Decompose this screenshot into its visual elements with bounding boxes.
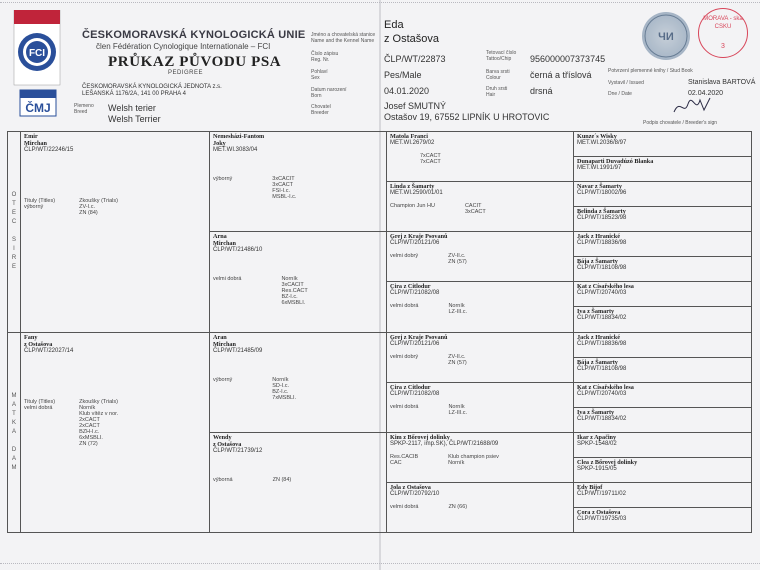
great-grandparent-reg: ČLP/WT/20792/10 (390, 490, 440, 497)
great-grandparent-name: Cira z Citlodur (390, 383, 431, 391)
dog-color: černá a tříslová (530, 70, 592, 80)
ancestor-cell (574, 407, 752, 432)
exams-value: Norník Klub vítěz v nor. 2xCACT 2xCACT BZH-I.c. 6xMSBLI. ZN (72) (79, 404, 119, 447)
chip-label: Tetovací číslo Tattoo/Chip (486, 50, 517, 62)
grandparent-name: Wendy z Ostašova (213, 433, 242, 448)
ancestor-reg: ČLP/WT/18834/02 (577, 315, 627, 322)
great-grandparent-exams: Klub champion psiev Norník (448, 453, 499, 466)
ancestor-cell (574, 507, 752, 532)
exams-label: Zkoušky (Trials) (79, 198, 118, 204)
great-grandparent-grade: velmi dobrý (390, 253, 419, 260)
grandparent-grade: výborný (213, 376, 233, 383)
grandparent-name: Aran Mirchan (213, 333, 236, 348)
ancestor-name: Iva z Šamarty (577, 408, 615, 416)
ancestor-name: Ikar z Apačiny (577, 433, 617, 441)
great-grandparent-exams: 7xCACT 7xCACT (420, 153, 441, 165)
great-grandparent-reg: ČLP/WT/21082/08 (390, 390, 440, 397)
ancestor-cell (574, 357, 752, 382)
dog-sex: Pes/Male (384, 70, 422, 80)
great-grandparent-grade: Res.CACIB CAC (390, 453, 419, 466)
ancestor-name: Kat z Císařského lesa (577, 383, 634, 391)
great-grandparent-cell (387, 432, 574, 482)
ancestor-name: Bája z Šamarty (577, 258, 618, 266)
page-title: PRŮKAZ PŮVODU PSA (108, 54, 282, 70)
grandparent-reg: ČLP/WT/21739/12 (213, 447, 263, 454)
ancestor-cell (574, 132, 752, 157)
ancestor-reg: ČLP/WT/18002/96 (577, 190, 627, 197)
sex-label: Pohlaví Sex (311, 69, 328, 81)
ancestor-name: Kat z Císařského lesa (577, 283, 634, 291)
dog-chip: 956000007373745 (530, 54, 606, 64)
ancestor-cell (574, 232, 752, 257)
ancestor-name: Dunaparti Duvadúzó Blanka (577, 158, 654, 166)
ancestor-reg: MET.WI.1991/97 (577, 165, 622, 172)
ancestor-cell (574, 157, 752, 182)
great-grandparent-reg: ČLP/WT/20121/06 (390, 240, 440, 247)
breed-en: Welsh Terrier (108, 114, 161, 124)
dog-kennel: z Ostašova (384, 33, 440, 45)
grandparent-grade: výborná (213, 476, 233, 483)
grandparent-grade: velmi dobrá (213, 276, 242, 283)
dog-hair: drsná (530, 86, 553, 96)
great-grandparent-name: Grej z Kraje Psovanů (390, 233, 448, 241)
grandparent-exams: Norník SD-I.c. BZ-I.c. 7xMSBLI. (272, 376, 297, 401)
breed-label: Plemeno Breed (74, 103, 94, 115)
ancestor-cell (574, 382, 752, 407)
great-grandparent-name: Matola Franci (390, 133, 428, 140)
ancestor-cell (574, 457, 752, 482)
great-grandparent-name: Cira z Citlodur (390, 283, 431, 291)
breeder-address: Ostašov 19, 67552 LIPNÍK U HROTOVIC (384, 112, 550, 122)
great-grandparent-exams: ZV-II.c. ZN (57) (448, 353, 467, 366)
titles-value: výborný (24, 204, 44, 210)
ancestor-reg: ČLP/WT/20740/03 (577, 290, 627, 297)
ancestor-cell (574, 307, 752, 332)
ancestor-reg: ČLP/WT/18834/02 (577, 415, 627, 422)
reg-label: Číslo zápisu Reg. Nr. (311, 51, 339, 63)
svg-text:ЧИ: ЧИ (658, 31, 674, 43)
ancestor-reg: MET.WI.2036/8/97 (577, 140, 627, 146)
parent-sire (21, 132, 210, 333)
great-grandparent-reg: ČLP/WT/21082/08 (390, 290, 440, 297)
great-grandparent-reg: MET.WI.2590/01/01 (390, 190, 443, 197)
official-stamp (642, 12, 690, 60)
great-grandparent-reg: SPKP-2117, imp.SK), ČLP/WT/21688/09 (390, 440, 499, 447)
ancestor-name: Jack z Hranické (577, 233, 620, 241)
great-grandparent-reg: MET.WI.2679/02 (390, 140, 435, 146)
ancestor-reg: SPKP-1548/02 (577, 440, 617, 447)
dog-name: Eda (384, 19, 404, 31)
ancestor-cell (574, 482, 752, 507)
issued-by: Stanislava BARTOVÁ (688, 79, 756, 86)
titles-label: Tituly (Titles) (24, 398, 56, 405)
studbook-label: Potvrzení plemenné knihy / Stud Book (608, 68, 693, 74)
ancestor-name: Kunze´s Wisky (577, 133, 617, 140)
svg-text:FCI: FCI (28, 48, 46, 59)
fci-member: člen Fédération Cynologique Internationale – FCI (96, 42, 271, 51)
ancestor-name: Jack z Hranické (577, 333, 620, 341)
grandparent-exams: ZN (84) (272, 476, 292, 483)
grandparent-cell (210, 432, 387, 532)
ancestor-cell (574, 282, 752, 307)
breeder-label: Chovatel Breeder (311, 104, 331, 116)
great-grandparent-cell (387, 232, 574, 282)
org-name: ČESKOMORAVSKÁ KYNOLOGICKÁ UNIE (82, 29, 306, 41)
ancestor-reg: SPKP-1915/05 (577, 465, 617, 472)
grandparent-cell (210, 132, 387, 232)
hair-label: Druh srsti Hair (486, 86, 508, 98)
grandparent-name: Nemesházi-Fantom Joky (213, 133, 265, 147)
parent-reg: ČLP/WT/22027/14 (24, 347, 74, 354)
great-grandparent-exams: ZN (66) (448, 503, 468, 510)
dam-side-label: M A T K A D A M (8, 332, 21, 533)
date-label: Dne / Date (608, 91, 632, 97)
dog-dob: 04.01.2020 (384, 86, 430, 96)
dob-label: Datum narození Born (311, 87, 347, 99)
great-grandparent-name: Grej z Kraje Psovanů (390, 333, 448, 341)
address-line-2: LEŠANSKÁ 1176/2A, 141 00 PRAHA 4 (82, 91, 186, 97)
breeder-sign-label: Podpis chovatele / Breeder's sign (643, 120, 718, 126)
great-grandparent-grade: velmi dobrá (390, 503, 419, 510)
ancestor-name: Iva z Šamarty (577, 308, 615, 316)
perforation-bottom (0, 563, 760, 566)
ancestor-name: Cora z Ostašova (577, 508, 621, 516)
breed-cz: Welsh terier (108, 103, 156, 113)
svg-text:ČMJ: ČMJ (25, 101, 51, 115)
dog-reg: ČLP/WT/22873 (384, 54, 446, 64)
ancestor-name: Navar z Šamarty (577, 183, 622, 191)
sire-side-label: O T E C S I R E (8, 132, 21, 333)
great-grandparent-exams: ZV-II.c. ZN (57) (448, 253, 467, 266)
great-grandparent-exams: Norník LZ-III.c. (448, 403, 468, 416)
great-grandparent-cell (387, 332, 574, 382)
great-grandparent-name: Kim z Bőrovej dolinky (390, 433, 450, 441)
ancestor-cell (574, 432, 752, 457)
cmku-logo (12, 10, 64, 120)
exams-value: ZV-I.c. ZN (84) (79, 204, 98, 216)
grandparent-name: Arna Mirchan (213, 233, 236, 248)
grandparent-reg: ČLP/WT/21485/09 (213, 347, 263, 354)
issued-label: Vystavil / Issued (608, 80, 644, 86)
ancestor-reg: ČLP/WT/18108/98 (577, 365, 627, 372)
parent-dam (21, 332, 210, 533)
perforation-top (0, 2, 760, 5)
great-grandparent-cell (387, 382, 574, 432)
great-grandparent-exams: Norník LZ-III.c. (448, 303, 468, 316)
great-grandparent-cell (387, 282, 574, 332)
ancestor-name: Bája z Šamarty (577, 358, 618, 366)
great-grandparent-grade: Champion Jun HU (390, 203, 435, 210)
parent-name: Fany z Ostašova (24, 333, 53, 348)
ancestor-cell (574, 257, 752, 282)
grandparent-reg: ČLP/WT/21486/10 (213, 247, 263, 254)
titles-label: Tituly (Titles) (24, 198, 56, 204)
parent-name: Emir Mirchan (24, 133, 47, 147)
ancestor-name: Clea z Bőrovej dolinky (577, 458, 638, 466)
ancestor-reg: ČLP/WT/20740/03 (577, 390, 627, 397)
ancestor-cell (574, 332, 752, 357)
kennel-label: Jméno a chovatelská stanice Name and the Kennel Name (311, 32, 376, 44)
ancestor-reg: ČLP/WT/18836/98 (577, 340, 627, 347)
signature (672, 94, 712, 118)
great-grandparent-cell (387, 182, 574, 232)
great-grandparent-grade: velmi dobrá (390, 303, 419, 310)
ancestor-reg: ČLP/WT/19735/03 (577, 515, 627, 522)
grandparent-exams: Norník 3xCACIT Res.CACT BZ-I.c. 6xMSBLI. (281, 276, 308, 307)
exams-label: Zkoušky (Trials) (79, 398, 118, 405)
ancestor-cell (574, 207, 752, 232)
great-grandparent-name: Jola z Ostašova (390, 483, 431, 491)
ancestor-name: Belinda z Šamarty (577, 208, 626, 216)
ancestor-reg: ČLP/WT/18836/98 (577, 240, 627, 247)
great-grandparent-name: Linda z Šamarty (390, 183, 435, 191)
ancestor-cell (574, 182, 752, 207)
grandparent-cell (210, 332, 387, 432)
breeder-name: Josef SMUTNÝ (384, 101, 447, 111)
grandparent-cell (210, 232, 387, 332)
issue-date: 02.04.2020 (688, 90, 724, 97)
ancestor-reg: ČLP/WT/18523/98 (577, 215, 627, 222)
ancestor-name: Edy Bijof (577, 483, 603, 491)
grandparent-exams: 3xCACIT 3xCACT FSI-I.c. MSBL-I.c. (272, 176, 297, 200)
grandparent-reg: MET.WI.3083/04 (213, 147, 258, 153)
great-grandparent-cell (387, 132, 574, 182)
great-grandparent-reg: ČLP/WT/20121/06 (390, 340, 440, 347)
titles-value: velmi dobrá (24, 404, 53, 411)
great-grandparent-cell (387, 482, 574, 532)
parent-reg: ČLP/WT/22246/15 (24, 147, 74, 153)
pedigree-table (7, 131, 752, 533)
address-line-1: ČESKOMORAVSKÁ KYNOLOGICKÁ JEDNOTA z.s. (82, 84, 222, 90)
pedigree-subtitle: PEDIGREE (168, 70, 204, 76)
great-grandparent-exams: CACIT 3xCACT (464, 203, 486, 216)
color-label: Barva srsti Colour (486, 69, 510, 81)
red-stamp: MORAVA - ska CSKU 3 (698, 8, 748, 58)
ancestor-reg: ČLP/WT/19711/02 (577, 490, 626, 497)
great-grandparent-grade: velmi dobrý (390, 353, 419, 360)
great-grandparent-grade: velmi dobrá (390, 403, 419, 410)
ancestor-reg: ČLP/WT/18108/98 (577, 265, 627, 272)
grandparent-grade: výborný (213, 176, 233, 182)
